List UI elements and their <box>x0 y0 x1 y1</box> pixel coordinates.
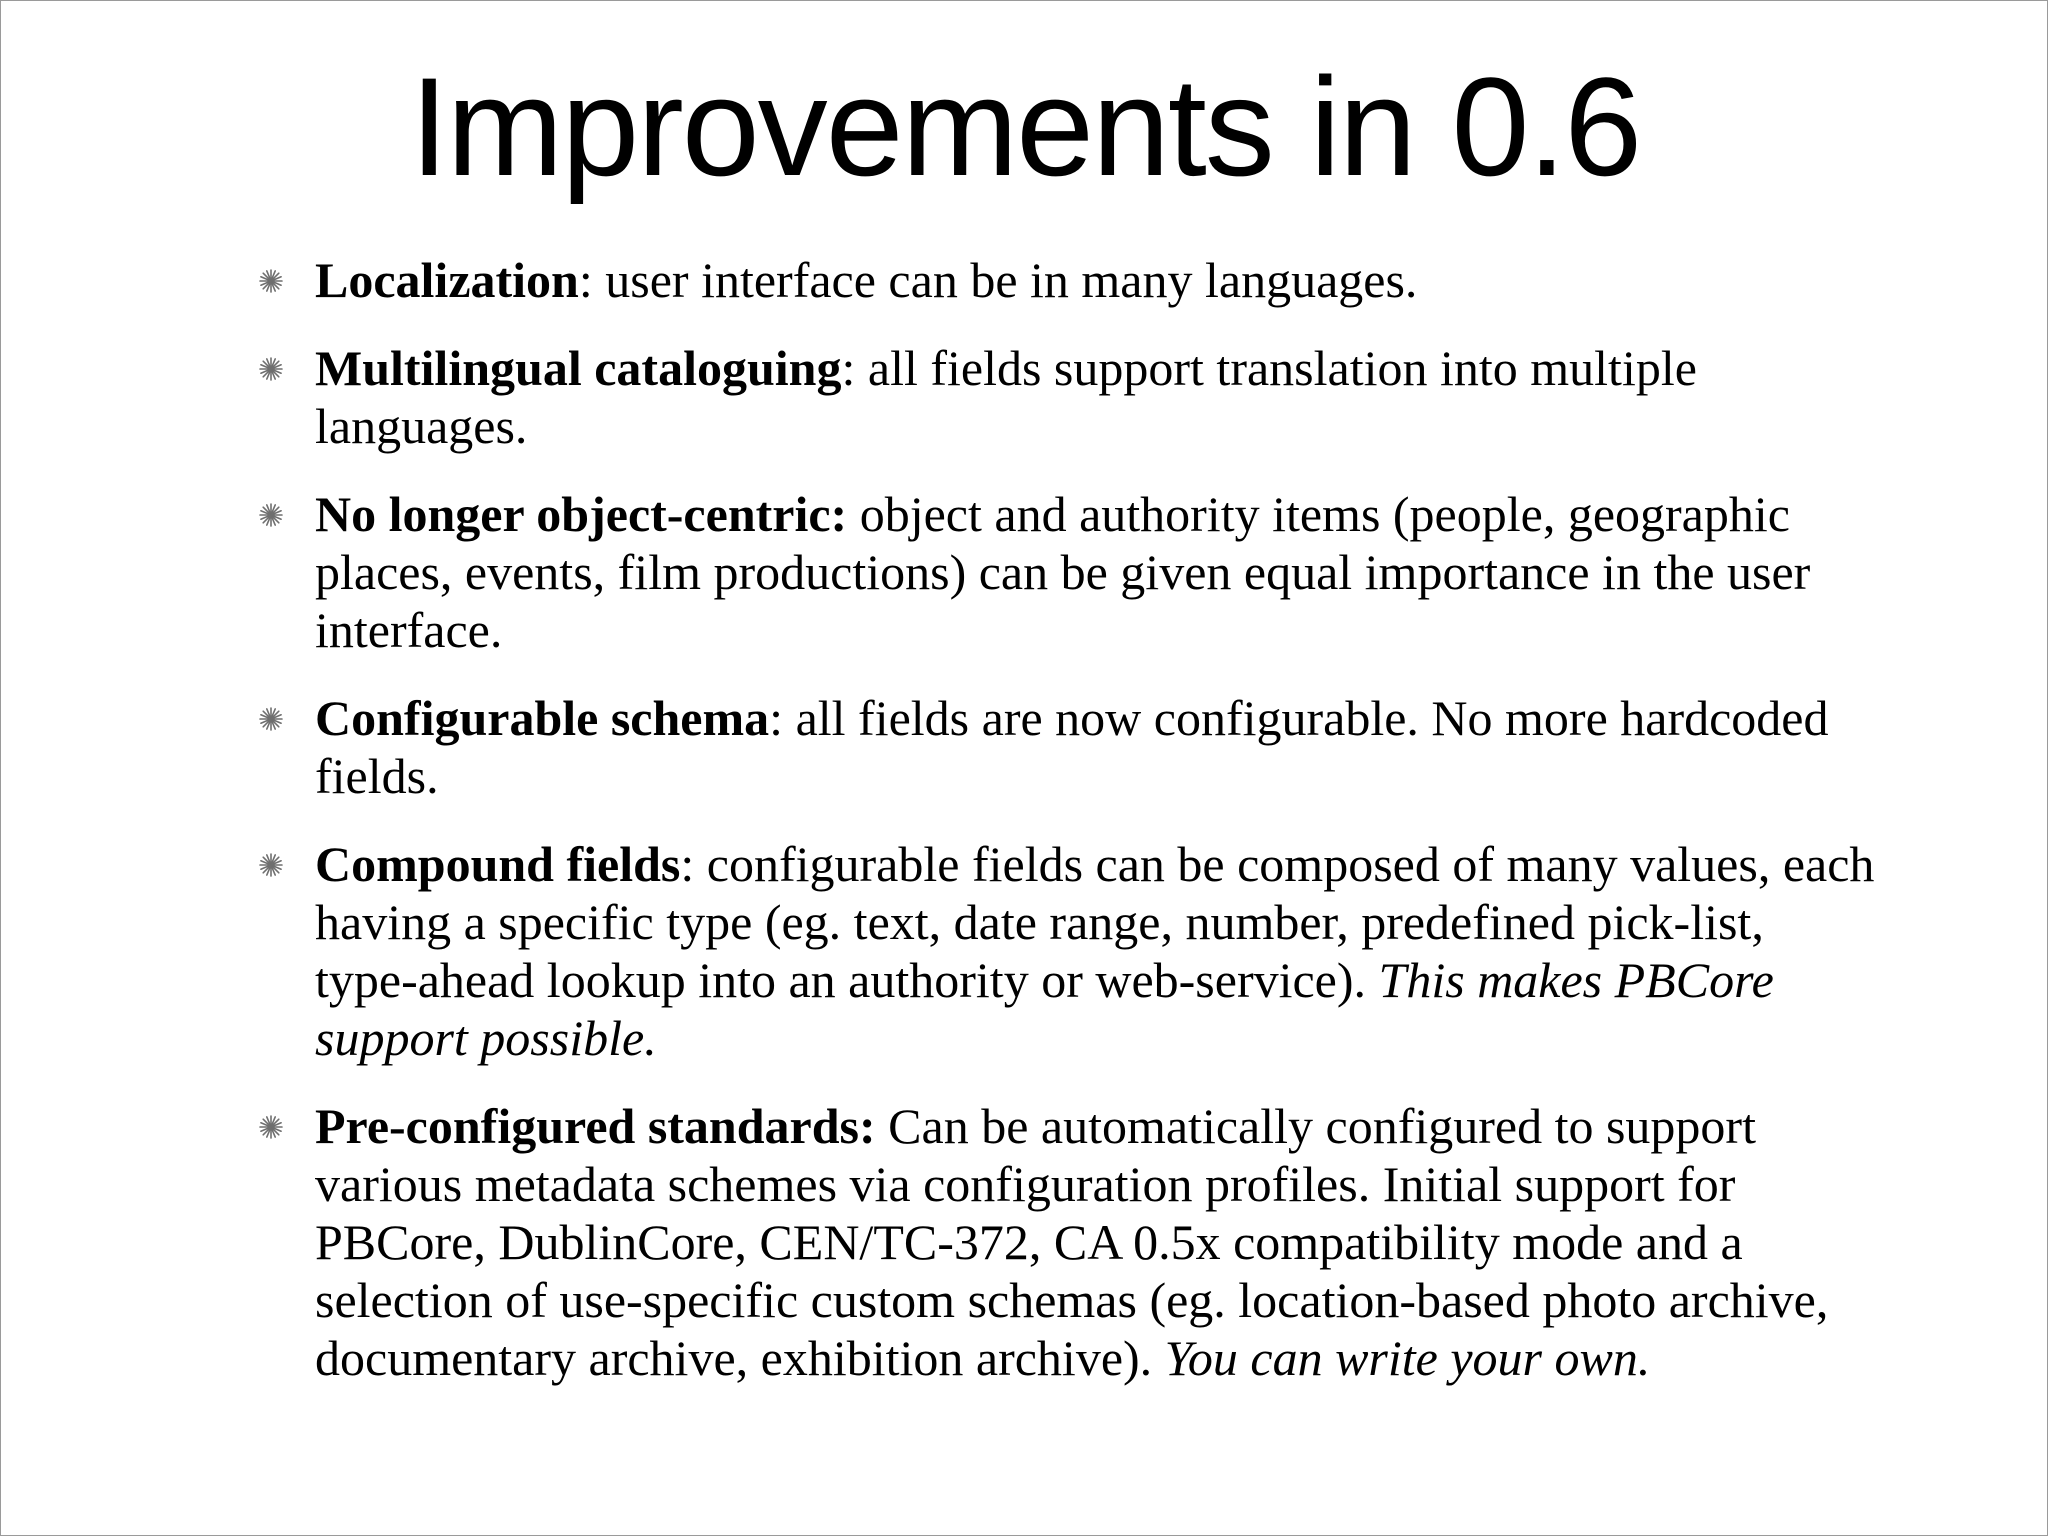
starburst-bullet-icon <box>259 853 283 877</box>
item-term: Configurable schema <box>315 690 770 746</box>
item-separator: : <box>841 340 856 396</box>
bullet-item-no-longer-object-centric <box>315 485 1875 659</box>
starburst-bullet-icon <box>259 503 283 527</box>
bullet-list <box>315 251 1875 1417</box>
item-separator: : <box>769 690 784 746</box>
bullet-item-configurable-schema <box>315 689 1875 805</box>
item-term: Compound fields <box>315 836 681 892</box>
item-text: Can be automatically configured to support various metadata schemes via configuration profiles. Initial support for PBCore, DublinCore, CEN/TC-372, CA 0.5x compatibility mode and a selection of use-specific custom schemas (eg. location-based photo archive, documentary archive, exhibition archive). <box>315 1098 1829 1386</box>
bullet-item-compound-fields <box>315 835 1875 1067</box>
starburst-bullet-icon <box>259 269 283 293</box>
bullet-item-pre-configured-standards <box>315 1097 1875 1387</box>
item-text: configurable fields can be composed of many values, each having a specific type (eg. text, date range, number, predefined pick-list, type-ahead lookup into an authority or web-service). <box>315 836 1875 1008</box>
item-term: Localization <box>315 252 579 308</box>
item-term: Multilingual cataloguing <box>315 340 842 396</box>
starburst-bullet-icon <box>259 707 283 731</box>
item-note: You can write your own. <box>1164 1330 1651 1386</box>
item-text: all fields support translation into multiple languages. <box>315 340 1697 454</box>
starburst-bullet-icon <box>259 1115 283 1139</box>
bullet-item-multilingual-cataloguing <box>315 339 1875 455</box>
item-text: user interface can be in many languages. <box>592 252 1418 308</box>
item-text: all fields are now configurable. No more hardcoded fields. <box>315 690 1829 804</box>
item-text: object and authority items (people, geographic places, events, film productions) can be given equal importance in the user interface. <box>315 486 1811 658</box>
bullet-item-localization <box>315 251 1875 309</box>
item-term: No longer object-centric: <box>315 486 848 542</box>
slide-title: Improvements in 0.6 <box>409 48 1641 205</box>
item-separator: : <box>680 836 695 892</box>
item-note: This makes PBCore support possible. <box>315 952 1774 1066</box>
starburst-bullet-icon <box>259 357 283 381</box>
item-term: Pre-configured standards: <box>315 1098 876 1154</box>
item-separator: : <box>578 252 593 308</box>
